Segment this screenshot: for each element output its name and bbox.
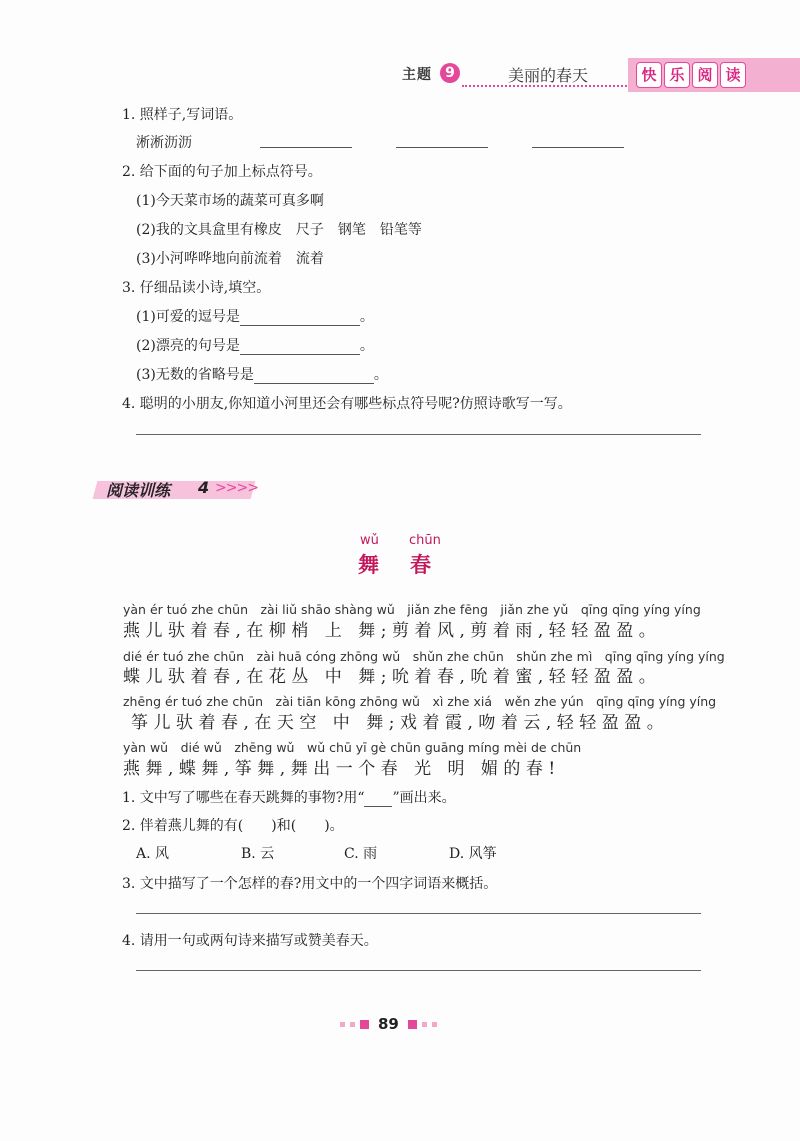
decor-square-icon <box>422 1022 427 1027</box>
poem-pinyin-line: yàn wǔ dié wǔ zhēng wǔ wǔ chū yī gè chūn guāng míng mèi de chūn <box>123 740 582 755</box>
question-text: 1. 文中写了哪些在春天跳舞的事物?用“ <box>122 790 365 806</box>
decor-square-icon <box>340 1022 345 1027</box>
decor-square-icon <box>350 1022 355 1027</box>
page-number: 89 <box>378 1015 399 1033</box>
reading-question-2: 2. 伴着燕儿舞的有( )和( )。 <box>122 818 344 834</box>
decor-square-icon <box>360 1020 369 1029</box>
poem-pinyin-line: yàn ér tuó zhe chūn zài liǔ shāo shàng wǔ jiǎn zhe fēng jiǎn zhe yǔ qīng qīng yíng yíng <box>123 602 701 617</box>
option-b[interactable]: B. 云 <box>241 846 275 862</box>
sentence-item: (2)我的文具盒里有橡皮 尺子 钢笔 铅笔等 <box>136 222 422 238</box>
page-footer <box>340 1015 437 1033</box>
example-word: 淅淅沥沥 <box>136 135 192 151</box>
badge-char: 读 <box>720 62 746 88</box>
theme-title: 美丽的春天 <box>508 66 589 85</box>
answer-line[interactable] <box>136 434 701 435</box>
section-banner-number: 4 <box>198 478 210 497</box>
badge-char: 快 <box>636 62 662 88</box>
fill-blank[interactable] <box>240 340 360 355</box>
theme-number-badge: 9 <box>440 63 460 83</box>
reading-question-1 <box>122 787 456 807</box>
answer-blank[interactable] <box>260 147 352 148</box>
answer-line[interactable] <box>136 913 701 914</box>
header-dotted-divider <box>462 85 634 87</box>
fill-item-suffix: 。 <box>359 338 374 354</box>
question-1: 1. 照样子,写词语。 <box>122 107 243 123</box>
fill-item-prefix: (2)漂亮的句号是 <box>136 338 240 354</box>
underline-sample <box>364 792 392 807</box>
fill-item <box>136 335 374 355</box>
option-c[interactable]: C. 雨 <box>344 846 378 862</box>
question-text: ”画出来。 <box>392 790 456 806</box>
poem-line: 燕儿驮着春,在柳梢 上 舞;剪着风,剪着雨,轻轻盈盈。 <box>123 621 662 641</box>
fill-item <box>136 364 388 384</box>
reading-question-4: 4. 请用一句或两句诗来描写或赞美春天。 <box>122 933 378 949</box>
badge-char: 阅 <box>692 62 718 88</box>
badge-char: 乐 <box>664 62 690 88</box>
fill-blank[interactable] <box>240 311 360 326</box>
question-4: 4. 聪明的小朋友,你知道小河里还会有哪些标点符号呢?仿照诗歌写一写。 <box>122 396 572 412</box>
sentence-item: (3)小河哗哗地向前流着 流着 <box>136 251 324 267</box>
sentence-item: (1)今天菜市场的蔬菜可真多啊 <box>136 193 324 209</box>
poem-line: 燕舞,蝶舞,筝舞,舞出一个春 光 明 媚的春! <box>123 759 561 779</box>
option-a[interactable]: A. 风 <box>136 846 170 862</box>
fill-item-suffix: 。 <box>373 367 388 383</box>
poem-title-char: 舞 <box>358 552 379 577</box>
poem-line: 蝶儿驮着春,在花丛 中 舞;吮着春,吮着蜜,轻轻盈盈。 <box>123 667 662 687</box>
poem-line: 筝儿驮着春,在天空 中 舞;戏着霞,吻着云,轻轻盈盈。 <box>131 713 670 733</box>
answer-line[interactable] <box>136 970 701 971</box>
poem-title-char: 春 <box>410 552 431 577</box>
fill-item-prefix: (1)可爱的逗号是 <box>136 309 240 325</box>
answer-blank[interactable] <box>532 147 624 148</box>
chevrons-icon: >>>> <box>215 480 258 496</box>
poem-pinyin-line: zhēng ér tuó zhe chūn zài tiān kōng zhōng wǔ xì zhe xiá wěn zhe yún qīng qīng yíng yíng <box>123 694 717 709</box>
question-2: 2. 给下面的句子加上标点符号。 <box>122 164 322 180</box>
fill-item <box>136 306 374 326</box>
answer-blank[interactable] <box>396 147 488 148</box>
decor-square-icon <box>408 1020 417 1029</box>
title-pinyin: chūn <box>409 533 441 548</box>
reading-question-3: 3. 文中描写了一个怎样的春?用文中的一个四字词语来概括。 <box>122 876 498 892</box>
decor-square-icon <box>432 1022 437 1027</box>
section-banner-label: 阅读训练 <box>106 481 171 500</box>
option-d[interactable]: D. 风筝 <box>449 846 497 862</box>
fill-item-suffix: 。 <box>359 309 374 325</box>
theme-label: 主题 <box>402 67 432 83</box>
fill-item-prefix: (3)无数的省略号是 <box>136 367 254 383</box>
poem-pinyin-line: dié ér tuó zhe chūn zài huā cóng zhōng wǔ shǔn zhe chūn shǔn zhe mì qīng qīng yíng yíng <box>123 649 725 664</box>
question-3: 3. 仔细品读小诗,填空。 <box>122 280 271 296</box>
title-pinyin: wǔ <box>360 533 379 548</box>
happy-reading-badge <box>636 62 746 88</box>
fill-blank[interactable] <box>254 369 374 384</box>
